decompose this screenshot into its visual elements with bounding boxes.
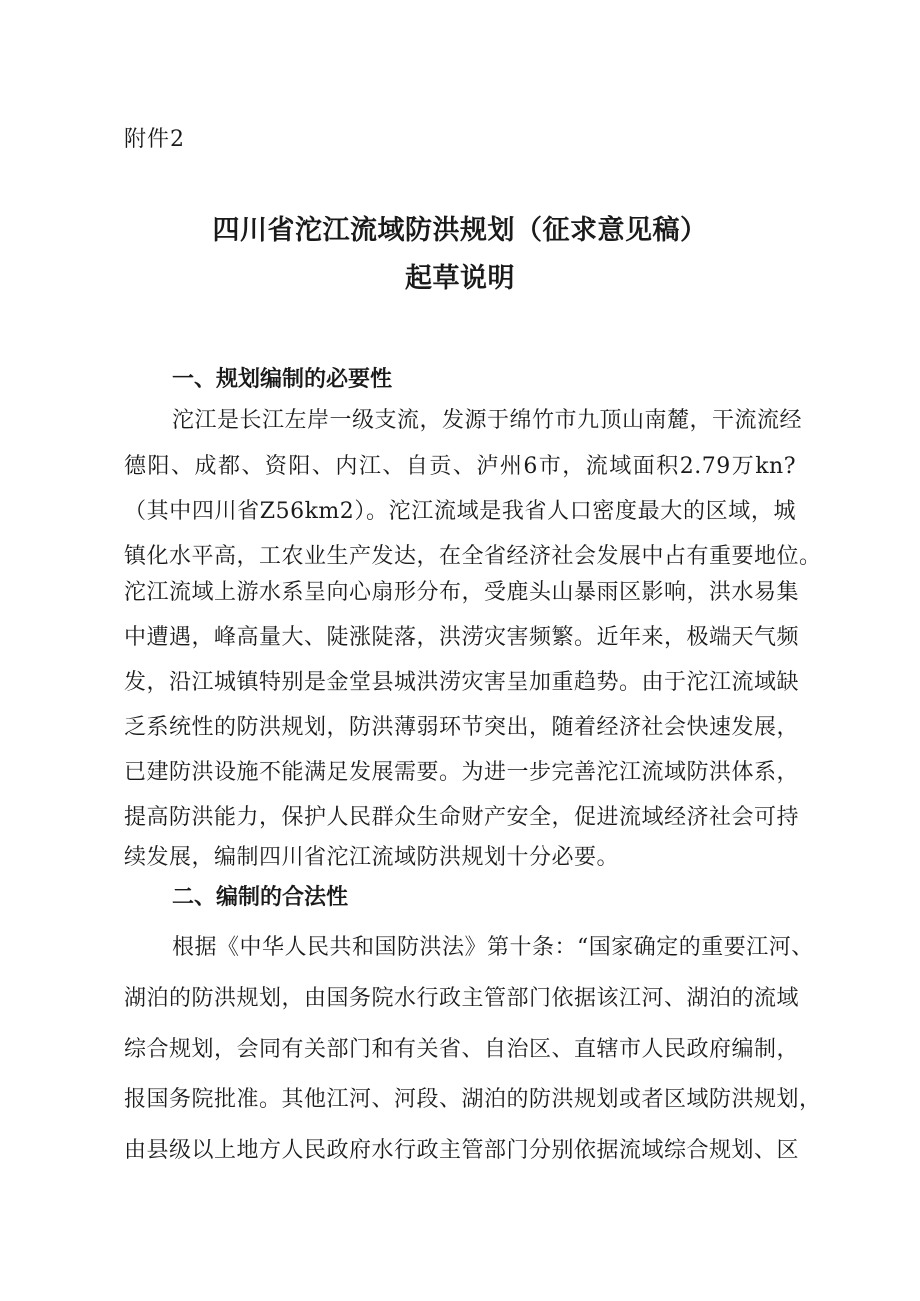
section-1-line: 已建防洪设施不能满足发展需要。为进一步完善沱江流域防洪体系， xyxy=(124,760,800,785)
section-1-line: 发，沿江城镇特别是金堂县城洪涝灾害呈加重趋势。由于沱江流域缺 xyxy=(124,670,800,695)
section-1-line: 续发展，编制四川省沱江流域防洪规划十分必要。 xyxy=(124,845,620,870)
section-1-line: 沱江是长江左岸一级支流，发源于绵竹市九顶山南麓，干流流经 xyxy=(172,408,803,433)
document-title: 四川省沱江流域防洪规划（征求意见稿） xyxy=(212,215,708,246)
section-1-line: 镇化水平高，工农业生产发达，在全省经济社会发展中占有重要地位。 xyxy=(124,544,822,569)
document-subtitle: 起草说明 xyxy=(405,263,515,294)
section-1-line: 中遭遇，峰高量大、陡涨陡落，洪涝灾害频繁。近年来，极端天气频 xyxy=(124,625,800,650)
section-1-line: 沱江流域上游水系呈向心扇形分布，受鹿头山暴雨区影响，洪水易集 xyxy=(124,580,800,605)
section-1-line: （其中四川省Z56km2）。沱江流域是我省人口密度最大的区域，城 xyxy=(124,499,796,524)
section-1-line: 德阳、成都、资阳、内江、自贡、泸州6市，流域面积2.79万kn? xyxy=(124,454,796,479)
section-2-line: 根据《中华人民共和国防洪法》第十条：“国家确定的重要江河、 xyxy=(172,935,814,960)
section-1-line: 乏系统性的防洪规划，防洪薄弱环节突出，随着经济社会快速发展， xyxy=(124,715,800,740)
section-2-heading: 二、编制的合法性 xyxy=(172,885,349,910)
section-2-line: 综合规划，会同有关部门和有关省、自治区、直辖市人民政府编制， xyxy=(124,1037,800,1062)
section-1-line: 提高防洪能力，保护人民群众生命财产安全，促进流域经济社会可持 xyxy=(124,805,800,830)
section-2-line: 湖泊的防洪规划，由国务院水行政主管部门依据该江河、湖泊的流域 xyxy=(124,986,800,1011)
section-2-line: 由县级以上地方人民政府水行政主管部门分别依据流域综合规划、区 xyxy=(124,1138,800,1163)
attachment-label: 附件2 xyxy=(124,127,185,152)
section-1-heading: 一、规划编制的必要性 xyxy=(172,367,393,392)
section-2-line: 报国务院批准。其他江河、河段、湖泊的防洪规划或者区域防洪规划， xyxy=(124,1087,822,1112)
